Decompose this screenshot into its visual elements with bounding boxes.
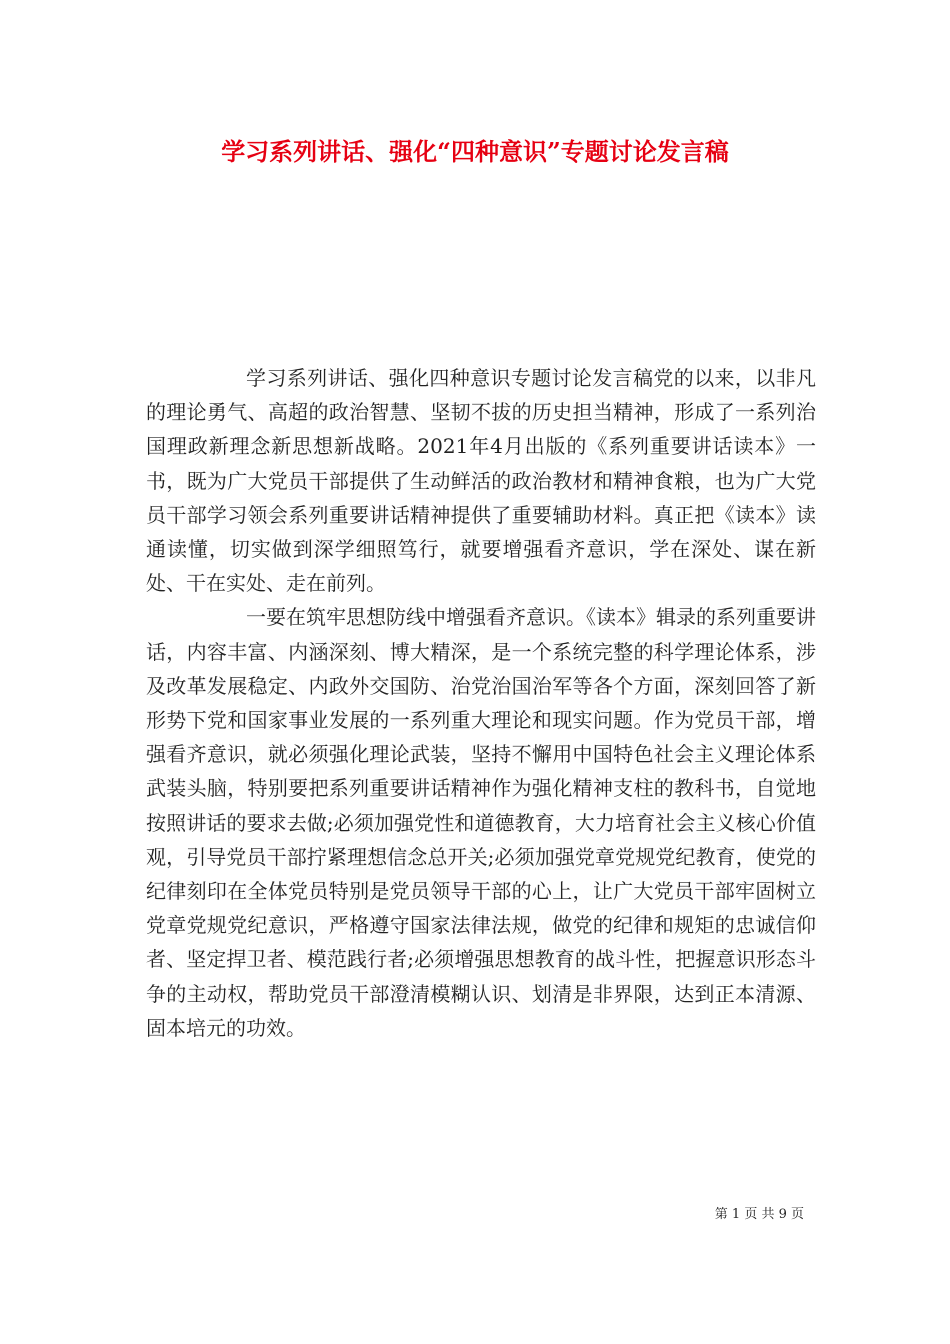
document-title: 学习系列讲话、强化“四种意识”专题讨论发言稿 — [221, 137, 729, 166]
body-paragraph-1: 学习系列讲话、强化四种意识专题讨论发言稿党的以来，以非凡的理论勇气、高超的政治智慧、坚韧不拔的历史担当精神，形成了一系列治国理政新理念新思想新战略。2021年4月出版的《系列重要讲话读本》一书，既为广大党员干部提供了生动鲜活的政治教材和精神食粮，也为广大党员干部学习领会系列重要讲话精神提供了重要辅助材料。真正把《读本》读通读懂，切实做到深学细照笃行，就要增强看齐意识，学在深处、谋在新处、干在实处、走在前列。 — [146, 366, 816, 596]
document-body — [146, 361, 816, 1045]
page-number-footer: 第 1 页 共 9 页 — [714, 1207, 804, 1222]
body-paragraph-2: 一要在筑牢思想防线中增强看齐意识。《读本》辑录的系列重要讲话，内容丰富、内涵深刻、博大精深，是一个系统完整的科学理论体系，涉及改革发展稳定、内政外交国防、治党治国治军等各个方面，深刻回答了新形势下党和国家事业发展的一系列重大理论和现实问题。作为党员干部，增强看齐意识，就必须强化理论武装，坚持不懈用中国特色社会主义理论体系武装头脑，特别要把系列重要讲话精神作为强化精神支柱的教科书，自觉地按照讲话的要求去做;必须加强党性和道德教育，大力培育社会主义核心价值观，引导党员干部拧紧理想信念总开关;必须加强党章党规党纪教育，使党的纪律刻印在全体党员特别是党员领导干部的心上，让广大党员干部牢固树立党章党规党纪意识，严格遵守国家法律法规，做党的纪律和规矩的忠诚信仰者、坚定捍卫者、模范践行者;必须增强思想教育的战斗性，把握意识形态斗争的主动权，帮助党员干部澄清模糊认识、划清是非界限，达到正本清源、固本培元的功效。 — [146, 605, 816, 1040]
